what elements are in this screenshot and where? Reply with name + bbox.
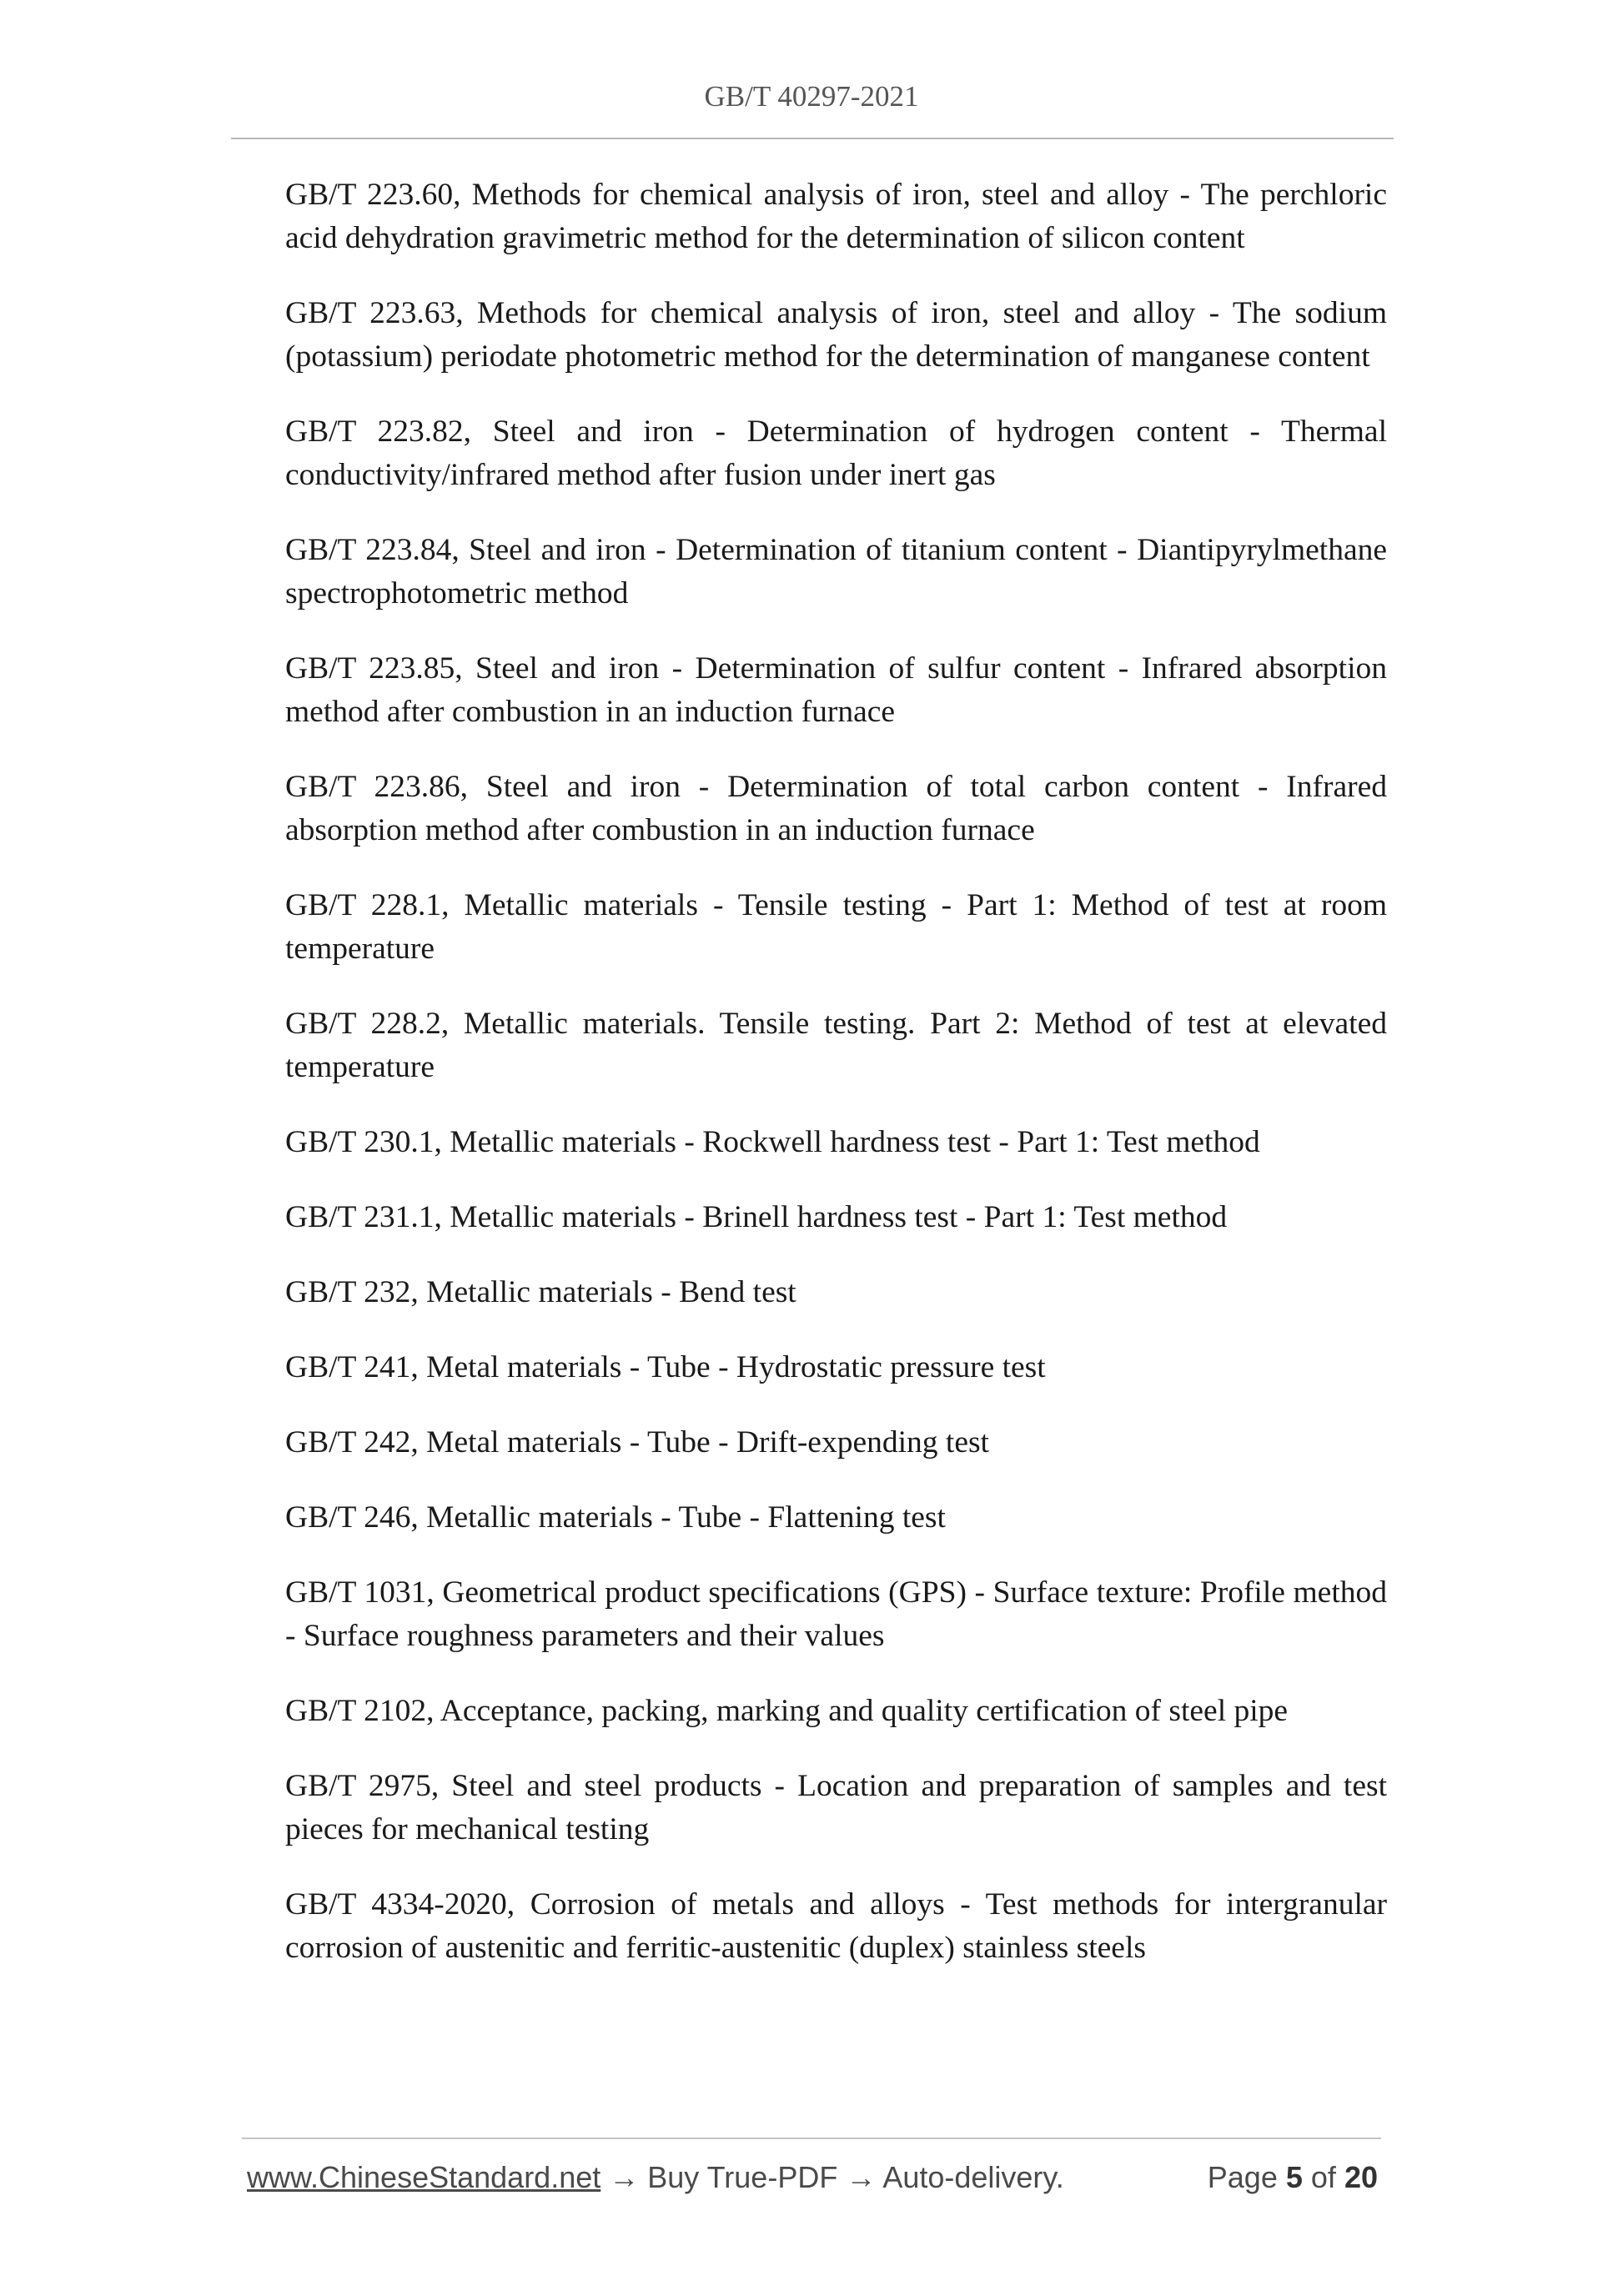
page-header-title: GB/T 40297-2021 xyxy=(704,80,919,113)
reference-item: GB/T 246, Metallic materials - Tube - Flattening test xyxy=(285,1500,946,1535)
reference-item: GB/T 228.2, Metallic materials. Tensile testing. Part 2: Method of test at elevated temperature xyxy=(285,1007,1387,1084)
reference-item: GB/T 230.1, Metallic materials - Rockwell hardness test - Part 1: Test method xyxy=(285,1125,1260,1159)
footer-promo xyxy=(247,2160,1064,2195)
reference-item: GB/T 223.84, Steel and iron - Determination of titanium content - Diantipyrylmethane spectrophotometric method xyxy=(285,533,1387,610)
reference-item: GB/T 2975, Steel and steel products - Location and preparation of samples and test pieces for mechanical testing xyxy=(285,1769,1387,1846)
footer-divider xyxy=(242,2138,1381,2139)
footer-promo-text: → Buy True-PDF → Auto-delivery. xyxy=(600,2160,1064,2194)
reference-item: GB/T 241, Metal materials - Tube - Hydrostatic pressure test xyxy=(285,1350,1046,1384)
reference-item: GB/T 223.60, Methods for chemical analysis of iron, steel and alloy - The perchloric acid dehydration gravimetric method for the determination of silicon content xyxy=(285,178,1387,255)
reference-item: GB/T 232, Metallic materials - Bend test xyxy=(285,1275,796,1309)
reference-item: GB/T 1031, Geometrical product specifications (GPS) - Surface texture: Profile method - Surface roughness parameters and their values xyxy=(285,1575,1387,1653)
reference-item: GB/T 228.1, Metallic materials - Tensile testing - Part 1: Method of test at room temperature xyxy=(285,888,1387,966)
normative-references-list xyxy=(285,173,1387,2002)
reference-item: GB/T 223.86, Steel and iron - Determination of total carbon content - Infrared absorption method after combustion in an induction furnace xyxy=(285,770,1387,847)
total-pages-number: 20 xyxy=(1344,2160,1378,2194)
reference-item: GB/T 4334-2020, Corrosion of metals and alloys - Test methods for intergranular corrosion of austenitic and ferritic-austenitic (duplex) stainless steels xyxy=(285,1887,1387,1965)
reference-item: GB/T 223.82, Steel and iron - Determination of hydrogen content - Thermal conductivity/infrared method after fusion under inert gas xyxy=(285,414,1387,492)
page-label: Page xyxy=(1207,2160,1278,2194)
page-of-label: of xyxy=(1310,2160,1336,2194)
header-divider xyxy=(231,138,1394,139)
reference-item: GB/T 223.85, Steel and iron - Determination of sulfur content - Infrared absorption method after combustion in an induction furnace xyxy=(285,651,1387,729)
page-indicator xyxy=(1208,2160,1378,2195)
current-page-number: 5 xyxy=(1285,2160,1303,2194)
website-link[interactable]: www.ChineseStandard.net xyxy=(247,2160,601,2194)
page-footer xyxy=(247,2160,1378,2202)
reference-item: GB/T 2102, Acceptance, packing, marking and quality certification of steel pipe xyxy=(285,1694,1289,1728)
reference-item: GB/T 242, Metal materials - Tube - Drift-expending test xyxy=(285,1425,989,1459)
reference-item: GB/T 223.63, Methods for chemical analysis of iron, steel and alloy - The sodium (potassium) periodate photometric method for the determination of manganese content xyxy=(285,296,1387,374)
reference-item: GB/T 231.1, Metallic materials - Brinell hardness test - Part 1: Test method xyxy=(285,1200,1228,1234)
